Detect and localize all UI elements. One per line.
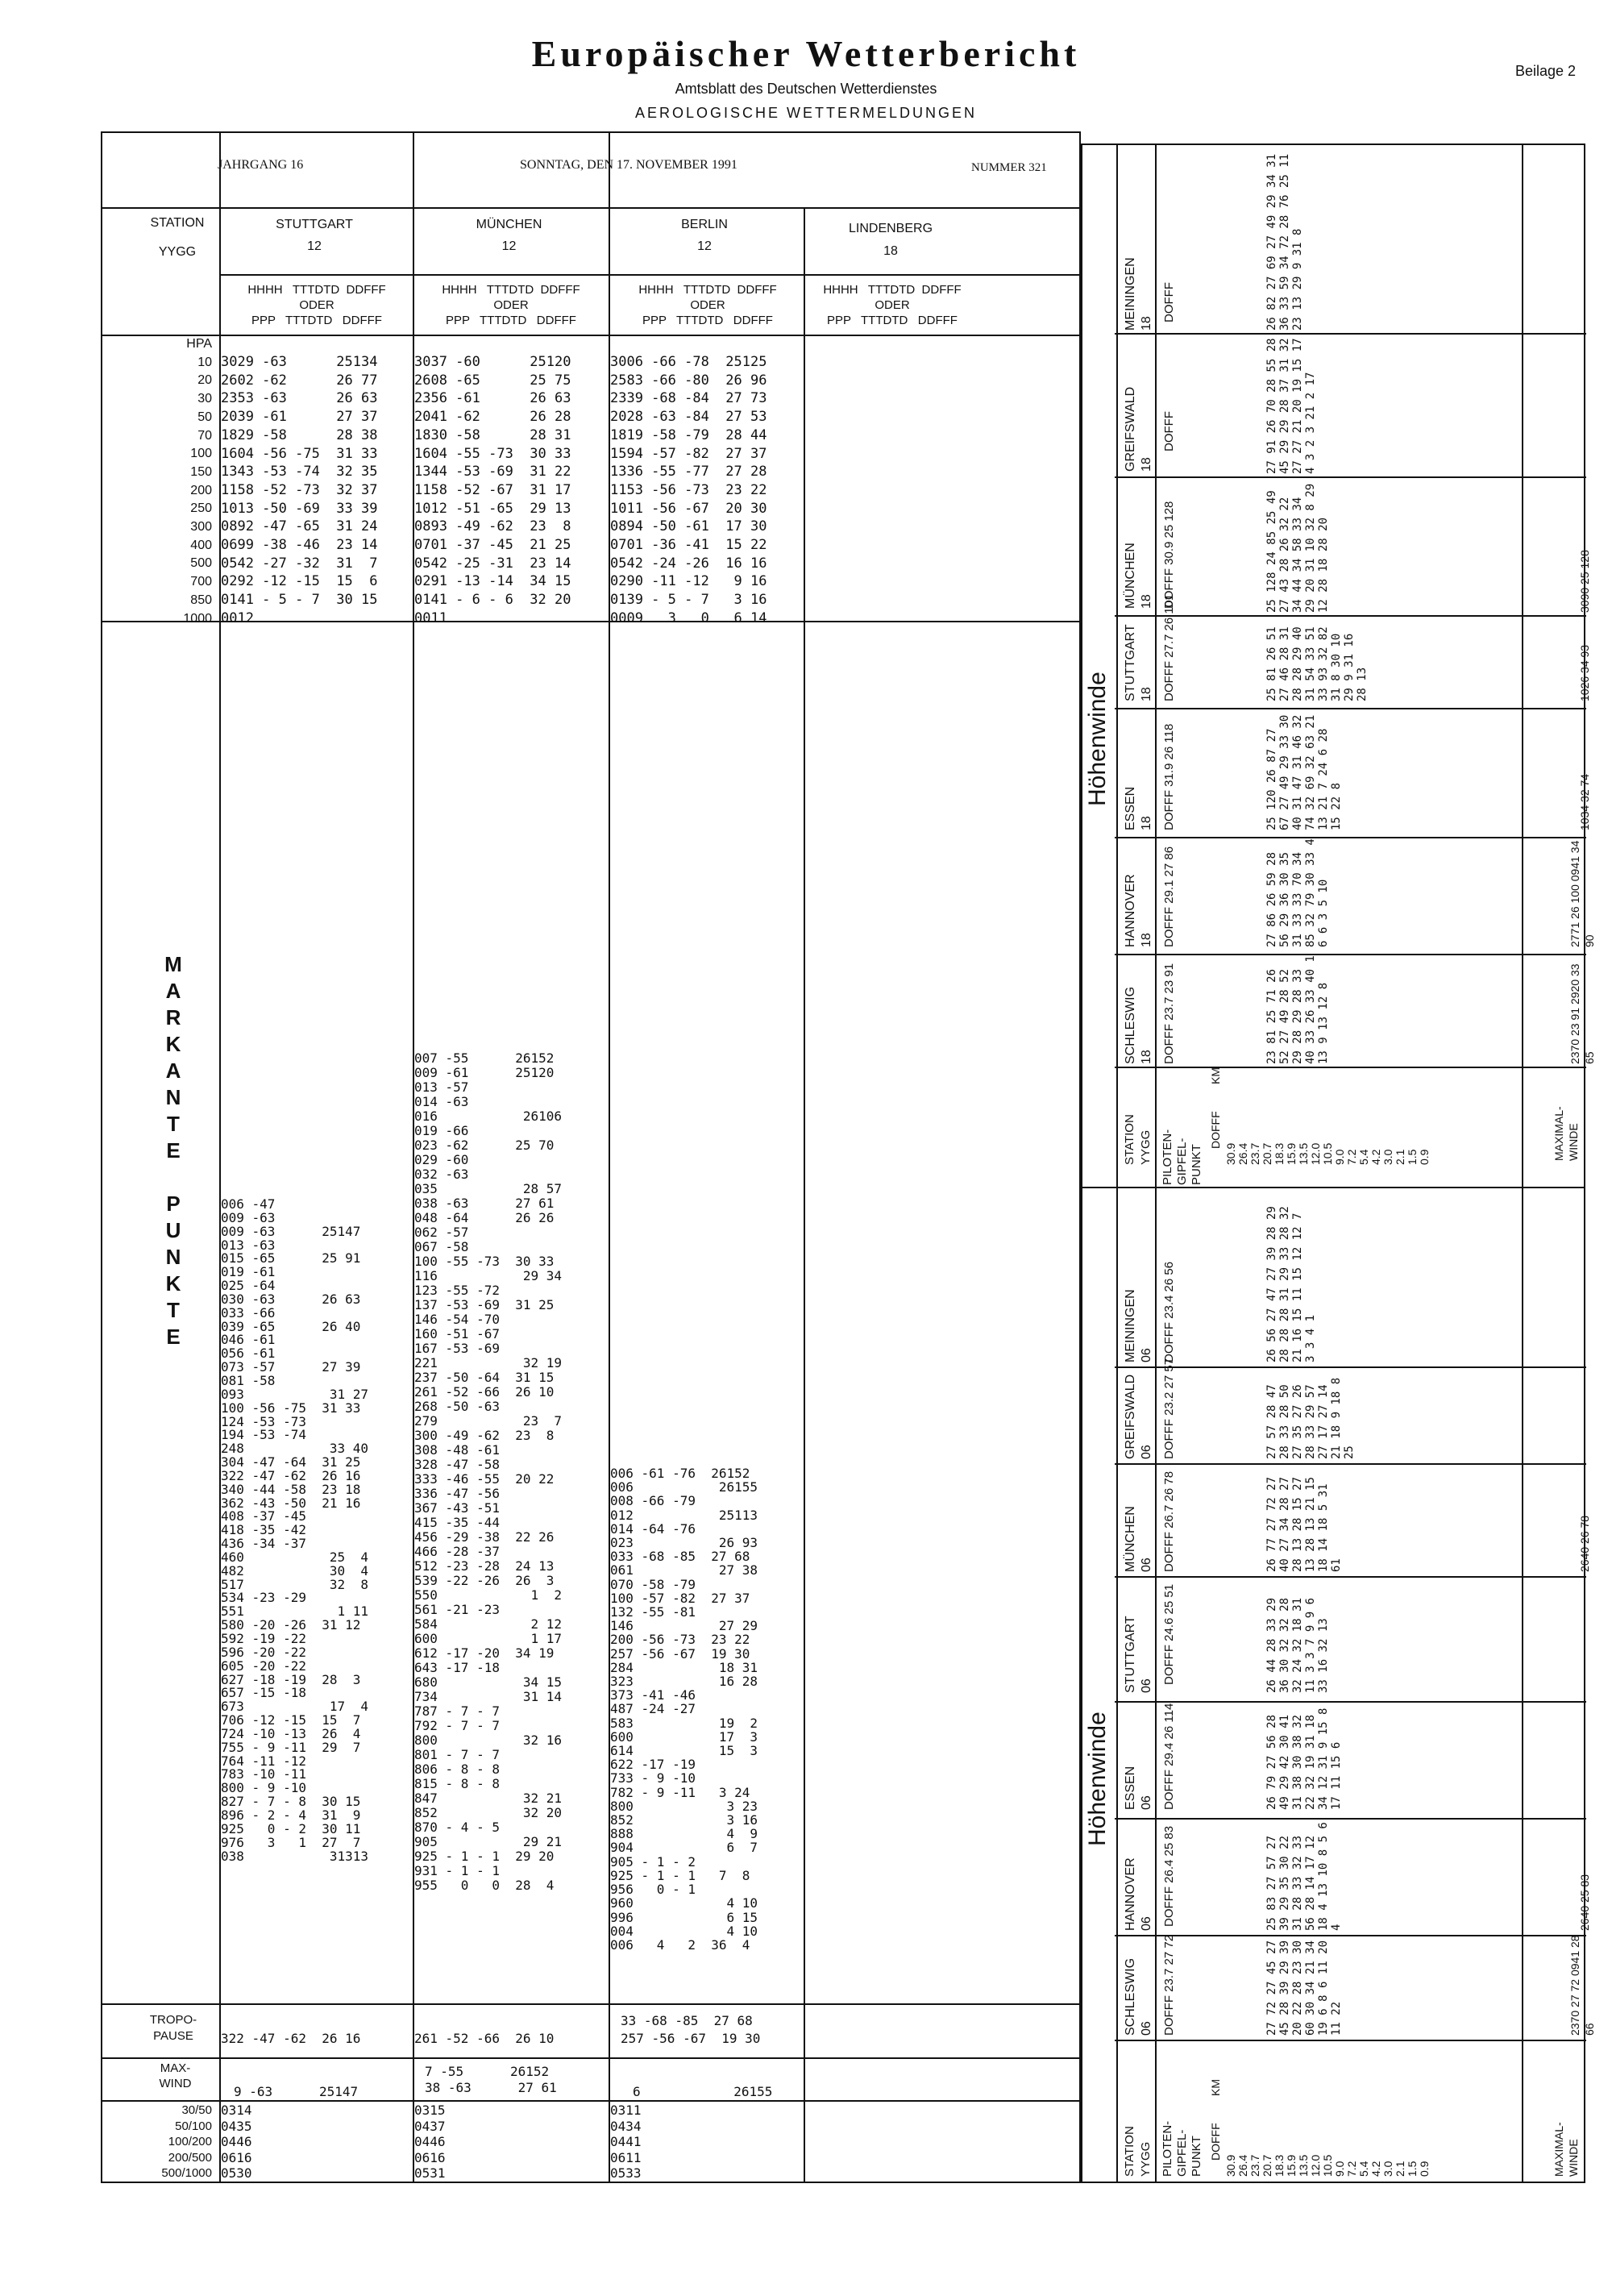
row-divider bbox=[102, 2003, 1079, 2005]
km-values: 30.9 26.4 23.7 20.7 18.3 15.9 13.5 12.0 10.5 9.0 7.2 5.4 4.2 3.0 2.1 1.5 0.9 bbox=[1224, 2154, 1431, 2177]
block-row-divider bbox=[1115, 837, 1586, 838]
col-header: HHHH TTTDTD DDFFF ODER PPP TTTDTD DDFFF bbox=[442, 283, 580, 327]
block-row-divider bbox=[1115, 333, 1586, 335]
dofff-label: DOFFF bbox=[1162, 411, 1176, 451]
station-schleswig-06: SCHLESWIG 06 bbox=[1124, 1957, 1153, 2036]
block-row-divider bbox=[1115, 1576, 1586, 1578]
max-muenchen-18: 3090 25 128 bbox=[1578, 550, 1591, 613]
dofff-label: DOFFF bbox=[1209, 1111, 1222, 1149]
dofff-label: DOFFF 23.7 23 91 bbox=[1162, 963, 1176, 1064]
piloten-label: PILOTEN- GIPFEL- PUNKT bbox=[1161, 2120, 1203, 2177]
page-title: Europäischer Wetterbericht bbox=[531, 33, 1081, 74]
values-stuttgart-06: 26 44 28 33 29 36 30 32 32 28 32 24 32 18 31 11 3 3 7 9 9 6 33 16 32 13 bbox=[1265, 1597, 1330, 1693]
block-row-divider bbox=[1115, 1935, 1586, 1936]
block-row-divider bbox=[1115, 1067, 1586, 1068]
hpa-stuttgart: 3029 -63 25134 2602 -62 26 77 2353 -63 26 63 2039 -61 27 37 1829 -58 28 38 1604 -56 -75 31 33 1343 -53 -74 32 35 1158 -52 -73 32 37 1013 -50 -69 33 39 0892 -47 -65 31 24 0699 -38 -46 23 14 0542 -27 -32 31 7 0292 -12 -15 15 6 0141 - 5 - 7 30 15 0012 bbox=[221, 354, 378, 626]
block-row-divider bbox=[1115, 708, 1586, 709]
row-divider bbox=[102, 2057, 1079, 2059]
dofff-label: DOFFF 30.9 25 128 bbox=[1162, 501, 1176, 609]
max-schleswig-06: 2370 27 72 0941 28 66 bbox=[1568, 1935, 1596, 2036]
maxwind-stuttgart: 9 -63 25147 bbox=[234, 2084, 359, 2099]
values-muenchen-18: 25 128 24 85 25 49 27 43 28 26 32 22 34 44 34 58 33 34 29 20 31 10 32 8 29 12 28 18 28 20 bbox=[1265, 483, 1330, 613]
values-greifswald-06: 27 57 28 47 28 33 28 50 27 35 27 26 28 33 29 57 27 17 27 14 21 18 9 18 8 25 bbox=[1265, 1377, 1356, 1459]
col-header: HHHH TTTDTD DDFFF ODER PPP TTTDTD DDFFF bbox=[247, 283, 386, 327]
station-meiningen-18: MEININGEN 18 bbox=[1124, 257, 1153, 331]
shear-stuttgart: 0314 0435 0446 0616 0530 bbox=[221, 2103, 252, 2181]
hpa-muenchen: 3037 -60 25120 2608 -65 25 75 2356 -61 26 63 2041 -62 26 28 1830 -58 28 31 1604 -55 -73 30 33 1344 -53 -69 31 22 1158 -52 -67 31 17 1012 -51 -65 29 13 0893 -49 -62 23 8 0701 -37 -45 21 25 0542 -25 -31 23 14 0291 -13 -14 34 15 0141 - 6 - 6 32 20 0011 bbox=[414, 354, 571, 626]
values-greifswald-18: 27 91 26 70 28 55 28 45 29 29 28 37 31 32 27 27 21 20 19 15 17 4 3 2 3 21 2 17 bbox=[1265, 338, 1317, 474]
block-row-divider bbox=[1115, 954, 1586, 955]
block-row-divider bbox=[1115, 2040, 1586, 2041]
block-row-divider bbox=[1115, 476, 1586, 478]
row-divider bbox=[219, 274, 1079, 276]
max-essen-18: 1034 32 74 bbox=[1578, 773, 1591, 830]
yygg-label: YYGG bbox=[158, 245, 197, 259]
values-meiningen-06: 26 56 27 47 27 39 28 29 28 28 28 31 29 33 28 32 21 16 15 11 15 12 12 7 3 3 4 1 bbox=[1265, 1206, 1317, 1362]
values-essen-06: 26 79 27 56 28 49 29 42 30 41 31 38 30 38 32 22 32 19 31 18 34 12 31 9 15 8 17 11 15 6 bbox=[1265, 1707, 1343, 1810]
station-essen-06: ESSEN 06 bbox=[1124, 1766, 1153, 1810]
station-yygg-label: STATION YYGG bbox=[1123, 2126, 1153, 2177]
values-meiningen-18: 26 82 27 69 27 49 29 34 31 36 33 59 34 72 28 76 25 11 23 13 29 9 31 8 bbox=[1265, 153, 1304, 331]
maximalwinde-label: MAXIMAL- WINDE bbox=[1552, 2122, 1580, 2177]
station-muenchen-18: MÜNCHEN 18 bbox=[1124, 543, 1153, 609]
max-hannover-18: 2771 26 100 0941 34 90 bbox=[1568, 840, 1596, 947]
hoehenwinde-title: Höhenwinde bbox=[1084, 1712, 1111, 1846]
station-label: STATION bbox=[150, 216, 205, 230]
page-subtitle: Amtsblatt des Deutschen Wetterdienstes bbox=[675, 81, 937, 97]
markante-punkte-label: M A R K A N T E P U N K T E bbox=[164, 952, 182, 1349]
tropo-stuttgart: 322 -47 -62 26 16 bbox=[221, 2031, 361, 2046]
values-schleswig-18: 23 81 25 71 26 52 27 49 28 52 29 28 29 28 33 40 33 26 33 40 1 13 9 13 12 8 bbox=[1265, 955, 1330, 1064]
max-muenchen-06: 2640 26 78 bbox=[1578, 1515, 1591, 1572]
station-stuttgart-18: STUTTGART 18 bbox=[1124, 624, 1153, 701]
dofff-label: DOFFF 29.1 27 86 bbox=[1162, 846, 1176, 947]
dofff-label: DOFFF 27.7 26 101 bbox=[1162, 593, 1176, 701]
values-muenchen-06: 26 77 27 72 27 40 27 34 28 27 28 13 28 15 27 13 28 13 21 15 18 14 18 5 31 61 bbox=[1265, 1476, 1343, 1572]
values-schleswig-06: 27 72 27 45 27 45 28 39 29 39 20 22 28 23 30 60 30 34 21 34 19 6 8 6 11 20 11 22 bbox=[1265, 1940, 1343, 2036]
maxwind-label: MAX- WIND bbox=[159, 2061, 192, 2090]
dofff-label: DOFFF bbox=[1209, 2123, 1222, 2161]
block06-grid bbox=[1115, 1185, 1586, 2183]
tropo-muenchen: 261 -52 -66 26 10 bbox=[414, 2031, 555, 2046]
station-muenchen-06: MÜNCHEN 06 bbox=[1124, 1506, 1153, 1572]
hoehenwinde-title: Höhenwinde bbox=[1084, 672, 1111, 806]
maxwind-muenchen: 7 -55 26152 38 -63 27 61 bbox=[425, 2064, 557, 2095]
station-yygg-label: STATION YYGG bbox=[1123, 1114, 1153, 1165]
markante-stuttgart: 006 -47 009 -63 009 -63 25147 013 -63 015 -65 25 91 019 -61 025 -64 030 -63 26 63 033 -66 039 -65 26 40 046 -61 056 -61 073 -57 27 39 081 -58 093 31 27 100 -56 -75 31 33 124 -53 -73 194 -53 -74 248 33 40 304 -47 -64 31 25 322 -47 -62 26 16 340 -44 -58 23 18 362 -43 -50 21 16 408 -37 -45 418 -35 -42 436 -34 -37 460 25 4 482 30 4 517 32 8 534 -23 -29 551 1 11 580 -20 -26 31 12 592 -19 -22 596 -20 -22 605 -20 -22 627 -18 -19 28 3 657 -15 -18 673 17 4 706 -12 -15 15 7 724 -10 -13 26 4 755 - 9 -11 29 7 764 -11 -12 783 -10 -11 800 - 9 -10 827 - 7 - 8 30 15 896 - 2 - 4 31 9 925 0 - 2 30 11 976 3 1 27 7 038 31313 bbox=[221, 1196, 369, 1864]
station-name: BERLIN bbox=[681, 218, 728, 231]
max-stuttgart-18: 1026 34 93 bbox=[1578, 644, 1591, 701]
section-title: AEROLOGISCHE WETTERMELDUNGEN bbox=[634, 105, 978, 121]
hpa-berlin: 3006 -66 -78 25125 2583 -66 -80 26 96 2339 -68 -84 27 73 2028 -63 -84 27 53 1819 -58 -79 28 44 1594 -57 -82 27 37 1336 -55 -77 27 28 1153 -56 -73 23 22 1011 -56 -67 20 30 0894 -50 -61 17 30 0701 -36 -41 15 22 0542 -24 -26 16 16 0290 -11 -12 9 16 0139 - 5 - 7 3 16 0009 3 0 6 14 bbox=[610, 354, 767, 626]
values-stuttgart-18: 25 81 26 51 27 46 28 31 28 28 29 40 31 54 33 51 33 93 32 82 31 8 30 10 29 9 31 16 28 13 bbox=[1265, 626, 1369, 701]
station-stuttgart-06: STUTTGART 06 bbox=[1124, 1616, 1153, 1693]
maximalwinde-label: MAXIMAL- WINDE bbox=[1552, 1106, 1580, 1161]
markante-berlin: 006 -61 -76 26152 006 26155 008 -66 -79 012 25113 014 -64 -76 023 26 93 033 -68 -85 27 68 061 27 38 070 -58 -79 100 -57 -82 27 37 132 -55 -81 146 27 29 200 -56 -73 23 22 257 -56 -67 19 30 284 18 31 323 16 28 373 -41 -46 487 -24 -27 583 19 2 600 17 3 614 15 3 622 -17 -19 733 - 9 -10 782 - 9 -11 3 24 800 3 23 852 3 16 888 4 9 904 6 7 905 - 1 - 2 925 - 1 - 1 7 8 956 0 - 1 960 4 10 996 6 15 004 4 10 006 4 2 36 4 bbox=[610, 1466, 758, 1953]
beilage-label: Beilage 2 bbox=[1515, 63, 1577, 79]
hpa-labels: HPA 10 20 30 50 70 100 150 200 250 300 400 500 700 850 1000 bbox=[183, 337, 212, 626]
dofff-label: DOFFF 23.7 27 72 bbox=[1162, 1934, 1176, 2036]
col-divider bbox=[804, 207, 805, 2182]
tropo-berlin: 33 -68 -85 27 68 257 -56 -67 19 30 bbox=[621, 2013, 761, 2046]
station-schleswig-18: SCHLESWIG 18 bbox=[1124, 986, 1153, 1064]
dofff-label: DOFFF 24.6 25 51 bbox=[1162, 1583, 1176, 1685]
shear-muenchen: 0315 0437 0446 0616 0531 bbox=[414, 2103, 446, 2181]
col-header: HHHH TTTDTD DDFFF ODER PPP TTTDTD DDFFF bbox=[823, 283, 962, 327]
dofff-label: DOFFF 29.4 26 114 bbox=[1162, 1703, 1176, 1810]
station-time: 12 bbox=[307, 239, 322, 253]
maxwind-berlin: 6 26155 bbox=[633, 2084, 773, 2099]
dofff-label: DOFFF 23.4 26 56 bbox=[1162, 1261, 1176, 1362]
values-hannover-06: 25 83 27 57 27 39 29 35 30 22 31 28 33 32 33 56 28 14 17 12 18 4 13 10 8 5 6 4 bbox=[1265, 1822, 1343, 1931]
dofff-label: DOFFF 26.4 25 83 bbox=[1162, 1825, 1176, 1927]
station-hannover-18: HANNOVER 18 bbox=[1124, 874, 1153, 947]
station-greifswald-06: GREIFSWALD 06 bbox=[1124, 1374, 1153, 1459]
km-label: KM bbox=[1209, 2079, 1222, 2096]
max-schleswig-18: 2370 23 91 2920 33 65 bbox=[1568, 963, 1596, 1064]
dofff-label: DOFFF 31.9 26 118 bbox=[1162, 723, 1176, 830]
piloten-label: PILOTEN- GIPFEL- PUNKT bbox=[1161, 1129, 1203, 1185]
shear-labels: 30/50 50/100 100/200 200/500 500/1000 bbox=[161, 2103, 212, 2180]
dofff-label: DOFFF 23.2 27 57 bbox=[1162, 1358, 1176, 1459]
tropopause-label: TROPO- PAUSE bbox=[149, 2013, 197, 2043]
station-name: LINDENBERG bbox=[848, 222, 933, 235]
block-row-divider bbox=[1115, 1463, 1586, 1465]
station-greifswald-18: GREIFSWALD 18 bbox=[1124, 386, 1153, 472]
block-row-divider bbox=[1115, 1818, 1586, 1820]
issue-date: SONNTAG, DEN 17. NOVEMBER 1991 bbox=[520, 158, 737, 172]
station-hannover-06: HANNOVER 06 bbox=[1124, 1857, 1153, 1931]
dofff-label: DOFFF bbox=[1162, 282, 1176, 322]
values-essen-18: 25 120 26 87 27 67 27 49 29 33 30 40 31 47 31 46 32 74 32 69 32 63 21 13 21 7 24 6 28 15 22 8 bbox=[1265, 714, 1343, 830]
dofff-label: DOFFF 26.7 26 78 bbox=[1162, 1470, 1176, 1572]
station-meiningen-06: MEININGEN 06 bbox=[1124, 1289, 1153, 1362]
km-label: KM bbox=[1209, 1067, 1222, 1084]
station-time: 12 bbox=[697, 239, 712, 253]
station-name: STUTTGART bbox=[276, 218, 353, 231]
station-time: 18 bbox=[883, 244, 898, 258]
km-values: 30.9 26.4 23.7 20.7 18.3 15.9 13.5 12.0 10.5 9.0 7.2 5.4 4.2 3.0 2.1 1.5 0.9 bbox=[1224, 1142, 1431, 1165]
jahrgang: JAHRGANG 16 bbox=[218, 158, 304, 172]
block-row-divider bbox=[1115, 1366, 1586, 1368]
block-row-divider bbox=[1115, 1701, 1586, 1703]
max-hannover-06: 2640 25 83 bbox=[1578, 1874, 1591, 1931]
station-name: MÜNCHEN bbox=[476, 218, 542, 231]
values-hannover-18: 27 86 26 59 28 56 29 36 30 35 31 33 33 70 34 85 32 79 30 33 4 6 6 3 5 10 bbox=[1265, 838, 1330, 947]
station-time: 12 bbox=[501, 239, 517, 253]
col-header: HHHH TTTDTD DDFFF ODER PPP TTTDTD DDFFF bbox=[638, 283, 777, 327]
row-divider bbox=[102, 207, 1079, 209]
issue-number: NUMMER 321 bbox=[971, 161, 1047, 174]
markante-muenchen: 007 -55 26152 009 -61 25120 013 -57 014 -63 016 26106 019 -66 023 -62 25 70 029 -60 032 -63 035 28 57 038 -63 27 61 048 -64 26 26 062 -57 067 -58 100 -55 -73 30 33 116 29 34 123 -55 -72 137 -53 -69 31 25 146 -54 -70 160 -51 -67 167 -53 -69 221 32 19 237 -50 -64 31 15 261 -52 -66 26 10 268 -50 -63 279 23 7 300 -49 -62 23 8 308 -48 -61 328 -47 -58 333 -46 -55 20 22 336 -47 -56 367 -43 -51 415 -35 -44 456 -29 -38 22 26 466 -28 -37 512 -23 -28 24 13 539 -22 -26 26 3 550 1 2 561 -21 -23 584 2 12 600 1 17 612 -17 -20 34 19 643 -17 -18 680 34 15 734 31 14 787 - 7 - 7 792 - 7 - 7 800 32 16 801 - 7 - 7 806 - 8 - 8 815 - 8 - 8 847 32 21 852 32 20 870 - 4 - 5 905 29 21 925 - 1 - 1 29 20 931 - 1 - 1 955 0 0 28 4 bbox=[414, 1050, 563, 1893]
row-divider bbox=[102, 335, 1079, 336]
station-essen-18: ESSEN 18 bbox=[1124, 786, 1153, 830]
shear-berlin: 0311 0434 0441 0611 0533 bbox=[610, 2103, 642, 2181]
